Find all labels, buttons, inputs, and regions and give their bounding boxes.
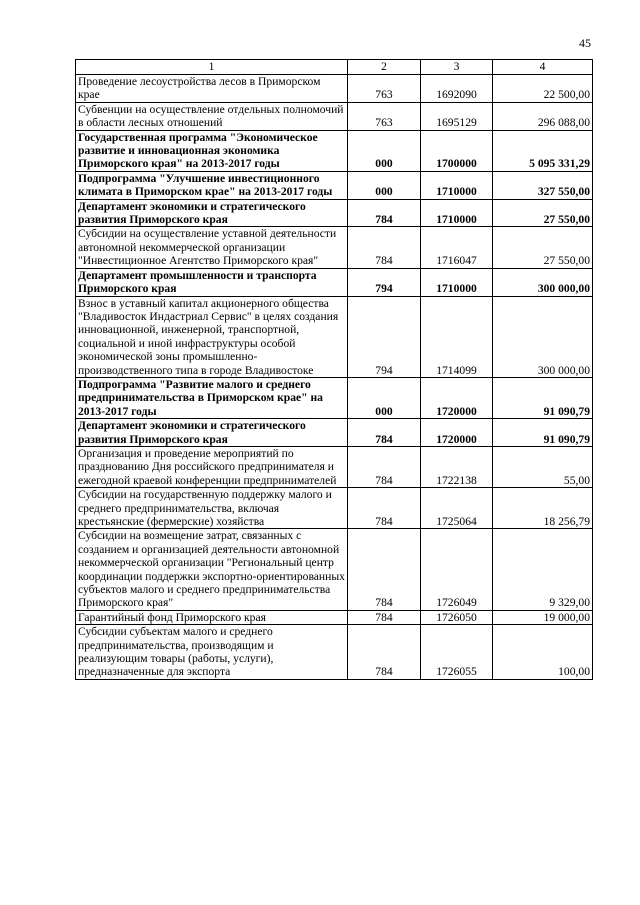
row-name-cell: Субсидии на государственную поддержку малого и среднего предпринимательства, включая крестьянские (фермерские) хозяйства (76, 488, 348, 529)
row-amount-cell: 296 088,00 (493, 102, 593, 130)
row-name-cell: Подпрограмма "Улучшение инвестиционного климата в Приморском крае" на 2013-2017 годы (76, 171, 348, 199)
row-amount-cell: 327 550,00 (493, 171, 593, 199)
row-target-cell: 1692090 (421, 75, 493, 103)
row-amount-cell: 300 000,00 (493, 268, 593, 296)
row-code-cell: 784 (348, 488, 421, 529)
row-amount-cell: 19 000,00 (493, 610, 593, 624)
row-name-cell: Субвенции на осуществление отдельных полномочий в области лесных отношений (76, 102, 348, 130)
table-row (76, 227, 593, 268)
table-row (76, 625, 593, 680)
row-target-cell: 1726049 (421, 529, 493, 610)
row-name-cell: Государственная программа "Экономическое развитие и инновационная экономика Приморского края" на 2013-2017 годы (76, 130, 348, 171)
row-code-cell: 000 (348, 171, 421, 199)
row-target-cell: 1700000 (421, 130, 493, 171)
row-amount-cell: 100,00 (493, 625, 593, 680)
row-target-cell: 1714099 (421, 296, 493, 377)
table-row (76, 130, 593, 171)
row-target-cell: 1695129 (421, 102, 493, 130)
row-name-cell: Департамент промышленности и транспорта Приморского края (76, 268, 348, 296)
row-code-cell: 784 (348, 610, 421, 624)
table-row (76, 102, 593, 130)
row-target-cell: 1725064 (421, 488, 493, 529)
row-code-cell: 784 (348, 446, 421, 487)
header-row (76, 60, 593, 75)
row-name-cell: Гарантийный фонд Приморского края (76, 610, 348, 624)
row-code-cell: 794 (348, 268, 421, 296)
column-header-1: 1 (76, 60, 348, 75)
row-target-cell: 1710000 (421, 268, 493, 296)
row-target-cell: 1720000 (421, 377, 493, 418)
row-amount-cell: 18 256,79 (493, 488, 593, 529)
row-amount-cell: 300 000,00 (493, 296, 593, 377)
column-header-3: 3 (421, 60, 493, 75)
row-name-cell: Субсидии субъектам малого и среднего предпринимательства, производящим и реализующим товары (работы, услуги), предназначенные для экспорта (76, 625, 348, 680)
column-header-2: 2 (348, 60, 421, 75)
table-row (76, 268, 593, 296)
column-header-4: 4 (493, 60, 593, 75)
row-code-cell: 784 (348, 529, 421, 610)
table-row (76, 75, 593, 103)
table-row (76, 610, 593, 624)
row-target-cell: 1720000 (421, 419, 493, 447)
row-name-cell: Департамент экономики и стратегического развития Приморского края (76, 419, 348, 447)
table-row (76, 488, 593, 529)
row-target-cell: 1726055 (421, 625, 493, 680)
row-target-cell: 1722138 (421, 446, 493, 487)
row-name-cell: Департамент экономики и стратегического развития Приморского края (76, 199, 348, 227)
row-target-cell: 1710000 (421, 171, 493, 199)
row-name-cell: Субсидии на осуществление уставной деятельности автономной некоммерческой организации "Инвестиционное Агентство Приморского края" (76, 227, 348, 268)
row-name-cell: Взнос в уставный капитал акционерного общества "Владивосток Индастриал Сервис" в целях создания инновационной, инженерной, транспортной, социальной и иной инфраструктуры особой экономической зоны промышленно-производственного типа в городе Владивостоке (76, 296, 348, 377)
row-code-cell: 794 (348, 296, 421, 377)
row-code-cell: 000 (348, 377, 421, 418)
row-code-cell: 763 (348, 102, 421, 130)
row-name-cell: Субсидии на возмещение затрат, связанных с созданием и организацией деятельности автономной некоммерческой организации "Региональный центр координации поддержки экспортно-ориентированных субъектов малого и среднего предпринимательства Приморского края" (76, 529, 348, 610)
table-row (76, 296, 593, 377)
table-row (76, 419, 593, 447)
row-amount-cell: 91 090,79 (493, 377, 593, 418)
row-code-cell: 784 (348, 199, 421, 227)
row-code-cell: 000 (348, 130, 421, 171)
row-target-cell: 1710000 (421, 199, 493, 227)
page-number: 45 (579, 36, 591, 50)
row-code-cell: 784 (348, 419, 421, 447)
table-row (76, 446, 593, 487)
table-row (76, 529, 593, 610)
row-amount-cell: 27 550,00 (493, 199, 593, 227)
row-name-cell: Проведение лесоустройства лесов в Приморском крае (76, 75, 348, 103)
row-amount-cell: 55,00 (493, 446, 593, 487)
row-amount-cell: 27 550,00 (493, 227, 593, 268)
row-target-cell: 1716047 (421, 227, 493, 268)
row-amount-cell: 5 095 331,29 (493, 130, 593, 171)
table-row (76, 171, 593, 199)
row-amount-cell: 91 090,79 (493, 419, 593, 447)
table-row (76, 377, 593, 418)
row-amount-cell: 22 500,00 (493, 75, 593, 103)
table-row (76, 199, 593, 227)
row-amount-cell: 9 329,00 (493, 529, 593, 610)
row-target-cell: 1726050 (421, 610, 493, 624)
budget-table (75, 59, 593, 680)
row-code-cell: 784 (348, 625, 421, 680)
row-name-cell: Организация и проведение мероприятий по празднованию Дня российского предпринимателя и ежегодной краевой конференции предпринимателей (76, 446, 348, 487)
row-code-cell: 784 (348, 227, 421, 268)
row-code-cell: 763 (348, 75, 421, 103)
row-name-cell: Подпрограмма "Развитие малого и среднего предпринимательства в Приморском крае" на 2013-2017 годы (76, 377, 348, 418)
